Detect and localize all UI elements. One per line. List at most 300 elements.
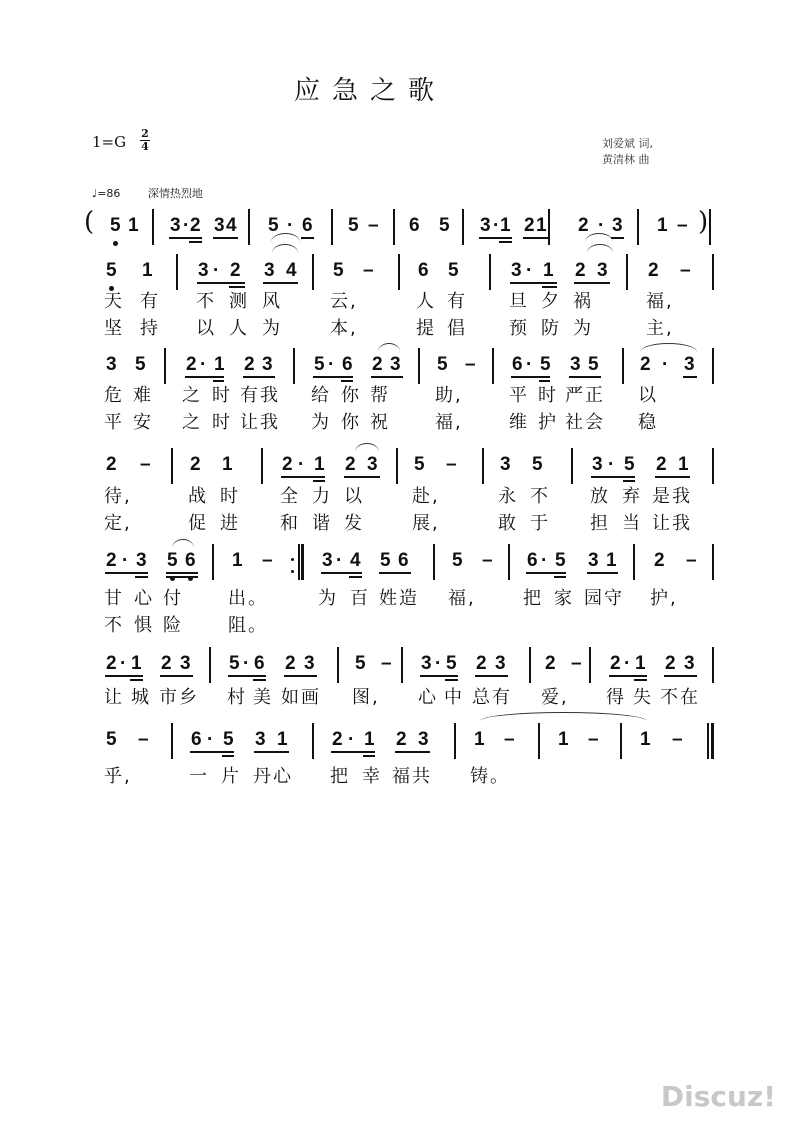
lyric-word: 福, xyxy=(646,291,674,312)
eighth-underline xyxy=(254,751,289,753)
lyric-word: 心 xyxy=(418,687,438,708)
note-digit: 6 xyxy=(254,653,265,674)
eighth-underline xyxy=(197,282,245,284)
note-digit: 5 xyxy=(452,550,463,571)
note-digit: 5 xyxy=(348,215,359,236)
eighth-underline xyxy=(243,376,275,378)
lyric-word: 有我 xyxy=(240,385,280,406)
slur-arc xyxy=(640,343,697,352)
tempo-mark: ♩=86 xyxy=(92,187,121,200)
dot-note: · xyxy=(287,215,294,236)
barline xyxy=(637,209,639,245)
lyric-word: 爱, xyxy=(541,687,569,708)
note-digit: 5 xyxy=(314,354,325,375)
note-digit: 6 xyxy=(185,550,196,571)
note-digit: 5 xyxy=(540,354,551,375)
note-digit: 1 xyxy=(232,550,243,571)
lyric-word: 之 xyxy=(182,412,202,433)
lyric-word: 险 xyxy=(163,615,183,636)
lyric-word: 人 xyxy=(229,318,249,339)
eighth-underline xyxy=(371,376,403,378)
slur-arc xyxy=(271,233,300,242)
barline xyxy=(396,448,398,484)
eighth-underline xyxy=(591,476,635,478)
note-digit: 3 xyxy=(255,729,266,750)
eighth-underline xyxy=(321,572,362,574)
eighth-underline xyxy=(313,376,353,378)
note-digit: 3 xyxy=(170,215,181,236)
lyric-word: 待, xyxy=(104,486,132,507)
lyric-word: 平 xyxy=(104,412,124,433)
eighth-underline xyxy=(190,751,234,753)
note-digit: 3 xyxy=(684,354,695,375)
dash-note: – xyxy=(680,260,691,281)
dot-note: · xyxy=(243,653,250,674)
note-digit: 4 xyxy=(226,215,237,236)
note-digit: 6 xyxy=(409,215,420,236)
lyric-word: 安 xyxy=(133,412,153,433)
lyric-word: 铸。 xyxy=(470,766,510,787)
eighth-underline xyxy=(420,675,458,677)
note-digit: 5 xyxy=(223,729,234,750)
dot-note: · xyxy=(526,354,533,375)
eighth-underline xyxy=(664,675,697,677)
lyric-word: 把 xyxy=(330,766,350,787)
lyric-word: 维 xyxy=(509,412,529,433)
lyric-word: 园守 xyxy=(584,588,624,609)
note-digit: 1 xyxy=(678,454,689,475)
eighth-underline xyxy=(344,476,380,478)
note-digit: 2 xyxy=(345,454,356,475)
barline xyxy=(622,348,624,384)
expression-mark: 深情热烈地 xyxy=(147,187,203,200)
note-digit: 5 xyxy=(588,354,599,375)
barline xyxy=(209,647,211,683)
slur-arc xyxy=(355,443,379,452)
note-digit: 3 xyxy=(421,653,432,674)
note-digit: 3 xyxy=(390,354,401,375)
note-digit: 3 xyxy=(511,260,522,281)
barline xyxy=(492,348,494,384)
lyric-word: 全 xyxy=(280,486,300,507)
lyric-word: 片 xyxy=(221,766,241,787)
sixteenth-underline xyxy=(499,241,512,243)
lyric-word: 旦 xyxy=(509,291,529,312)
barline xyxy=(171,723,173,759)
barline xyxy=(489,254,491,290)
note-digit: 6 xyxy=(342,354,353,375)
dash-note: – xyxy=(381,653,392,674)
note-digit: 5 xyxy=(355,653,366,674)
repeat-dot xyxy=(291,570,294,573)
note-digit: 3 xyxy=(500,454,511,475)
note-digit: 2 xyxy=(244,354,255,375)
dot-note: · xyxy=(207,729,214,750)
eighth-underline xyxy=(185,376,224,378)
note-digit: 2 xyxy=(106,454,117,475)
lyric-word: 为 xyxy=(262,318,282,339)
note-digit: 5 xyxy=(110,215,121,236)
barline xyxy=(589,647,591,683)
lyric-word: 付 xyxy=(163,588,183,609)
eighth-underline xyxy=(569,376,601,378)
note-digit: 5 xyxy=(448,260,459,281)
barline xyxy=(633,544,635,580)
double-barline xyxy=(301,544,304,580)
note-digit: 3 xyxy=(180,653,191,674)
note-digit: 3 xyxy=(418,729,429,750)
credits xyxy=(602,136,653,168)
note-digit: 5 xyxy=(555,550,566,571)
eighth-underline xyxy=(609,675,647,677)
note-digit: 2 xyxy=(396,729,407,750)
note-digit: 1 xyxy=(543,260,554,281)
lyric-word: 发 xyxy=(344,513,364,534)
lyric-word: 定, xyxy=(104,513,132,534)
slur-arc xyxy=(272,244,298,253)
note-digit: 1 xyxy=(131,653,142,674)
note-digit: 2 xyxy=(524,215,535,236)
lyric-word: 丹心 xyxy=(253,766,293,787)
note-digit: 2 xyxy=(285,653,296,674)
lyric-word: 城 xyxy=(131,687,151,708)
lyric-word: 福共 xyxy=(392,766,432,787)
lyric-word: 护 xyxy=(538,412,558,433)
lyricist-credit: 刘爱斌 词, xyxy=(602,137,653,150)
dot-note: · xyxy=(608,454,615,475)
eighth-underline xyxy=(301,237,314,239)
barline xyxy=(337,647,339,683)
dash-note: – xyxy=(262,550,273,571)
dash-note: – xyxy=(686,550,697,571)
eighth-underline xyxy=(213,237,238,239)
note-digit: 5 xyxy=(446,653,457,674)
lyric-word: 祸 xyxy=(573,291,593,312)
lyric-word: 让我 xyxy=(240,412,280,433)
barline xyxy=(482,448,484,484)
lyric-word: 谐 xyxy=(312,513,332,534)
lyric-word: 让 xyxy=(104,687,124,708)
lyric-word: 时 xyxy=(538,385,558,406)
note-digit: 2 xyxy=(610,653,621,674)
lyric-word: 市乡 xyxy=(159,687,199,708)
lyric-word: 你 xyxy=(341,385,361,406)
composer-credit: 黄清林 曲 xyxy=(602,153,650,166)
lyric-word: 战 xyxy=(188,486,208,507)
repeat-dot xyxy=(291,558,294,561)
barline xyxy=(293,348,295,384)
sixteenth-underline xyxy=(445,679,458,681)
note-digit: 3 xyxy=(592,454,603,475)
note-digit: 1 xyxy=(500,215,511,236)
note-digit: 2 xyxy=(106,653,117,674)
barline xyxy=(712,647,714,683)
lyric-word: 促 xyxy=(188,513,208,534)
eighth-underline xyxy=(611,237,624,239)
lyric-word: 稳 xyxy=(638,412,658,433)
lyric-word: 力 xyxy=(312,486,332,507)
note-digit: 6 xyxy=(512,354,523,375)
note-digit: 2 xyxy=(282,454,293,475)
note-digit: 3 xyxy=(262,354,273,375)
barline xyxy=(712,448,714,484)
lyric-word: 和 xyxy=(280,513,300,534)
lyric-word: 持 xyxy=(140,318,160,339)
lyric-word: 让我 xyxy=(652,513,692,534)
double-barline xyxy=(298,544,300,580)
lyric-word: 人 xyxy=(416,291,436,312)
sixteenth-underline xyxy=(253,679,266,681)
note-digit: 2 xyxy=(476,653,487,674)
lyric-word: 是我 xyxy=(652,486,692,507)
sixteenth-underline xyxy=(634,679,647,681)
dot-note: · xyxy=(120,653,127,674)
lyric-word: 总有 xyxy=(472,687,512,708)
note-digit: 1 xyxy=(222,454,233,475)
note-digit: 5 xyxy=(624,454,635,475)
dash-note: – xyxy=(677,215,688,236)
note-digit: 2 xyxy=(230,260,241,281)
note-digit: 3 xyxy=(106,354,117,375)
lyric-word: 不 xyxy=(104,615,124,636)
lyric-word: 出。 xyxy=(228,588,268,609)
eighth-underline xyxy=(475,675,508,677)
lyric-word: 村 xyxy=(227,687,247,708)
barline xyxy=(454,723,456,759)
note-digit: 3 xyxy=(495,653,506,674)
eighth-underline xyxy=(379,572,411,574)
note-digit: 2 xyxy=(161,653,172,674)
time-signature-bottom: 4 xyxy=(141,140,149,153)
time-signature-top: 2 xyxy=(141,127,149,140)
dot-note: · xyxy=(183,215,190,236)
dot-note: · xyxy=(122,550,129,571)
lyric-word: 天 xyxy=(104,291,124,312)
dash-note: – xyxy=(672,729,683,750)
lyric-word: 担 xyxy=(590,513,610,534)
dot-note: · xyxy=(662,354,669,375)
note-digit: 5 xyxy=(167,550,178,571)
lyric-word: 乎, xyxy=(104,766,132,787)
barline xyxy=(571,448,573,484)
note-digit: 6 xyxy=(191,729,202,750)
lyric-word: 失 xyxy=(633,687,653,708)
note-digit: 5 xyxy=(532,454,543,475)
eighth-underline xyxy=(228,675,266,677)
note-digit: 5 xyxy=(106,260,117,281)
note-digit: 1 xyxy=(128,215,139,236)
lyric-word: 防 xyxy=(541,318,561,339)
note-digit: 3 xyxy=(304,653,315,674)
lyric-word: 进 xyxy=(220,513,240,534)
barline xyxy=(164,348,166,384)
dash-note: – xyxy=(138,729,149,750)
barline xyxy=(212,544,214,580)
eighth-underline xyxy=(523,237,548,239)
lyric-word: 祝 xyxy=(370,412,390,433)
note-digit: 1 xyxy=(474,729,485,750)
eighth-underline xyxy=(526,572,566,574)
lyric-word: 提 xyxy=(416,318,436,339)
lyric-word: 于 xyxy=(530,513,550,534)
lyric-word: 夕 xyxy=(541,291,561,312)
barline xyxy=(548,209,550,245)
dot-note: · xyxy=(598,215,605,236)
note-digit: 5 xyxy=(437,354,448,375)
note-digit: 2 xyxy=(186,354,197,375)
key-signature: 1=G xyxy=(92,133,127,151)
dash-note: – xyxy=(446,454,457,475)
eighth-underline xyxy=(281,476,325,478)
eighth-underline xyxy=(574,282,610,284)
note-digit: 2 xyxy=(656,454,667,475)
barline xyxy=(398,254,400,290)
tempo-line xyxy=(92,185,203,201)
note-digit: 3 xyxy=(597,260,608,281)
note-digit: 1 xyxy=(277,729,288,750)
lyric-word: 弃 xyxy=(622,486,642,507)
lyric-word: 严正 xyxy=(565,385,605,406)
note-digit: 5 xyxy=(229,653,240,674)
sixteenth-underline xyxy=(135,576,148,578)
dot-note: · xyxy=(328,354,335,375)
note-digit: 2 xyxy=(654,550,665,571)
dot-note: · xyxy=(541,550,548,571)
barline xyxy=(312,254,314,290)
lyric-word: 得 xyxy=(606,687,626,708)
lyric-word: 云, xyxy=(330,291,358,312)
note-digit: 6 xyxy=(418,260,429,281)
dot-note: · xyxy=(298,454,305,475)
eighth-underline xyxy=(160,675,193,677)
eighth-underline xyxy=(511,376,550,378)
lyric-word: 敢 xyxy=(498,513,518,534)
note-digit: 3 xyxy=(198,260,209,281)
lyric-word: 有 xyxy=(447,291,467,312)
note-digit: 6 xyxy=(527,550,538,571)
lyric-word: 美 xyxy=(253,687,273,708)
sixteenth-underline xyxy=(130,679,143,681)
lyric-word: 阻。 xyxy=(228,615,268,636)
barline xyxy=(712,348,714,384)
slur-arc xyxy=(587,244,613,253)
lyric-word: 为 xyxy=(318,588,338,609)
lyric-word: 之 xyxy=(182,385,202,406)
lyric-word: 时 xyxy=(220,486,240,507)
barline xyxy=(261,448,263,484)
note-digit: 2 xyxy=(578,215,589,236)
dash-note: – xyxy=(504,729,515,750)
sixteenth-underline xyxy=(363,755,375,757)
lyric-word: 助, xyxy=(435,385,463,406)
dot-note: · xyxy=(200,354,207,375)
barline xyxy=(626,254,628,290)
lyric-word: 你 xyxy=(341,412,361,433)
slur-arc xyxy=(172,539,194,548)
lyric-word: 不 xyxy=(196,291,216,312)
dot-note: · xyxy=(213,260,220,281)
lyric-word: 惧 xyxy=(134,615,154,636)
note-digit: 1 xyxy=(214,354,225,375)
sixteenth-underline xyxy=(222,755,234,757)
lyric-word: 风 xyxy=(262,291,282,312)
note-digit: 1 xyxy=(657,215,668,236)
eighth-underline xyxy=(683,376,697,378)
eighth-underline xyxy=(105,675,143,677)
eighth-underline xyxy=(395,751,430,753)
lyric-word: 幸 xyxy=(362,766,382,787)
lyric-word: 展, xyxy=(412,513,440,534)
barline xyxy=(248,209,250,245)
note-digit: 2 xyxy=(665,653,676,674)
note-digit: 1 xyxy=(635,653,646,674)
dash-note: – xyxy=(588,729,599,750)
note-digit: 3 xyxy=(480,215,491,236)
lyric-word: 预 xyxy=(509,318,529,339)
note-digit: 5 xyxy=(333,260,344,281)
note-digit: 1 xyxy=(142,260,153,281)
note-digit: 6 xyxy=(398,550,409,571)
note-digit: 1 xyxy=(640,729,651,750)
page-title: 应急之歌 xyxy=(293,76,446,106)
note-digit: 6 xyxy=(302,215,313,236)
low-octave-dot xyxy=(113,241,118,246)
lyric-word: 为 xyxy=(573,318,593,339)
sixteenth-underline xyxy=(349,576,362,578)
sixteenth-underline xyxy=(189,241,202,243)
lyric-word: 不在 xyxy=(660,687,700,708)
note-digit: 1 xyxy=(606,550,617,571)
lyric-word: 给 xyxy=(311,385,331,406)
dash-note: – xyxy=(571,653,582,674)
lyric-word: 为 xyxy=(311,412,331,433)
note-digit: 2 xyxy=(372,354,383,375)
lyric-word: 永 xyxy=(498,486,518,507)
eighth-underline xyxy=(166,572,198,574)
lyric-word: 倡 xyxy=(447,318,467,339)
note-digit: 2 xyxy=(575,260,586,281)
barline xyxy=(418,348,420,384)
sixteenth-underline xyxy=(166,576,198,578)
eighth-underline xyxy=(263,282,298,284)
eighth-underline xyxy=(284,675,317,677)
lyric-word: 如画 xyxy=(281,687,321,708)
watermark: Discuz! xyxy=(660,1080,776,1113)
barline xyxy=(529,647,531,683)
lyric-word: 中 xyxy=(444,687,464,708)
dash-note: – xyxy=(465,354,476,375)
note-digit: 2 xyxy=(332,729,343,750)
lyric-word: 当 xyxy=(622,513,642,534)
lyric-word: 帮 xyxy=(370,385,390,406)
note-digit: 5 xyxy=(106,729,117,750)
barline xyxy=(508,544,510,580)
eighth-underline xyxy=(510,282,557,284)
dash-note: – xyxy=(363,260,374,281)
note-digit: 3 xyxy=(264,260,275,281)
dot-note: · xyxy=(348,729,355,750)
lyric-word: 姓造 xyxy=(379,588,419,609)
barline xyxy=(538,723,540,759)
time-signature xyxy=(139,128,151,153)
note-digit: 5 xyxy=(135,354,146,375)
dot-note: · xyxy=(336,550,343,571)
note-digit: 3 xyxy=(214,215,225,236)
lyric-word: 不 xyxy=(530,486,550,507)
lyric-word: 护, xyxy=(650,588,678,609)
lyric-word: 主, xyxy=(646,318,674,339)
barline xyxy=(712,254,714,290)
